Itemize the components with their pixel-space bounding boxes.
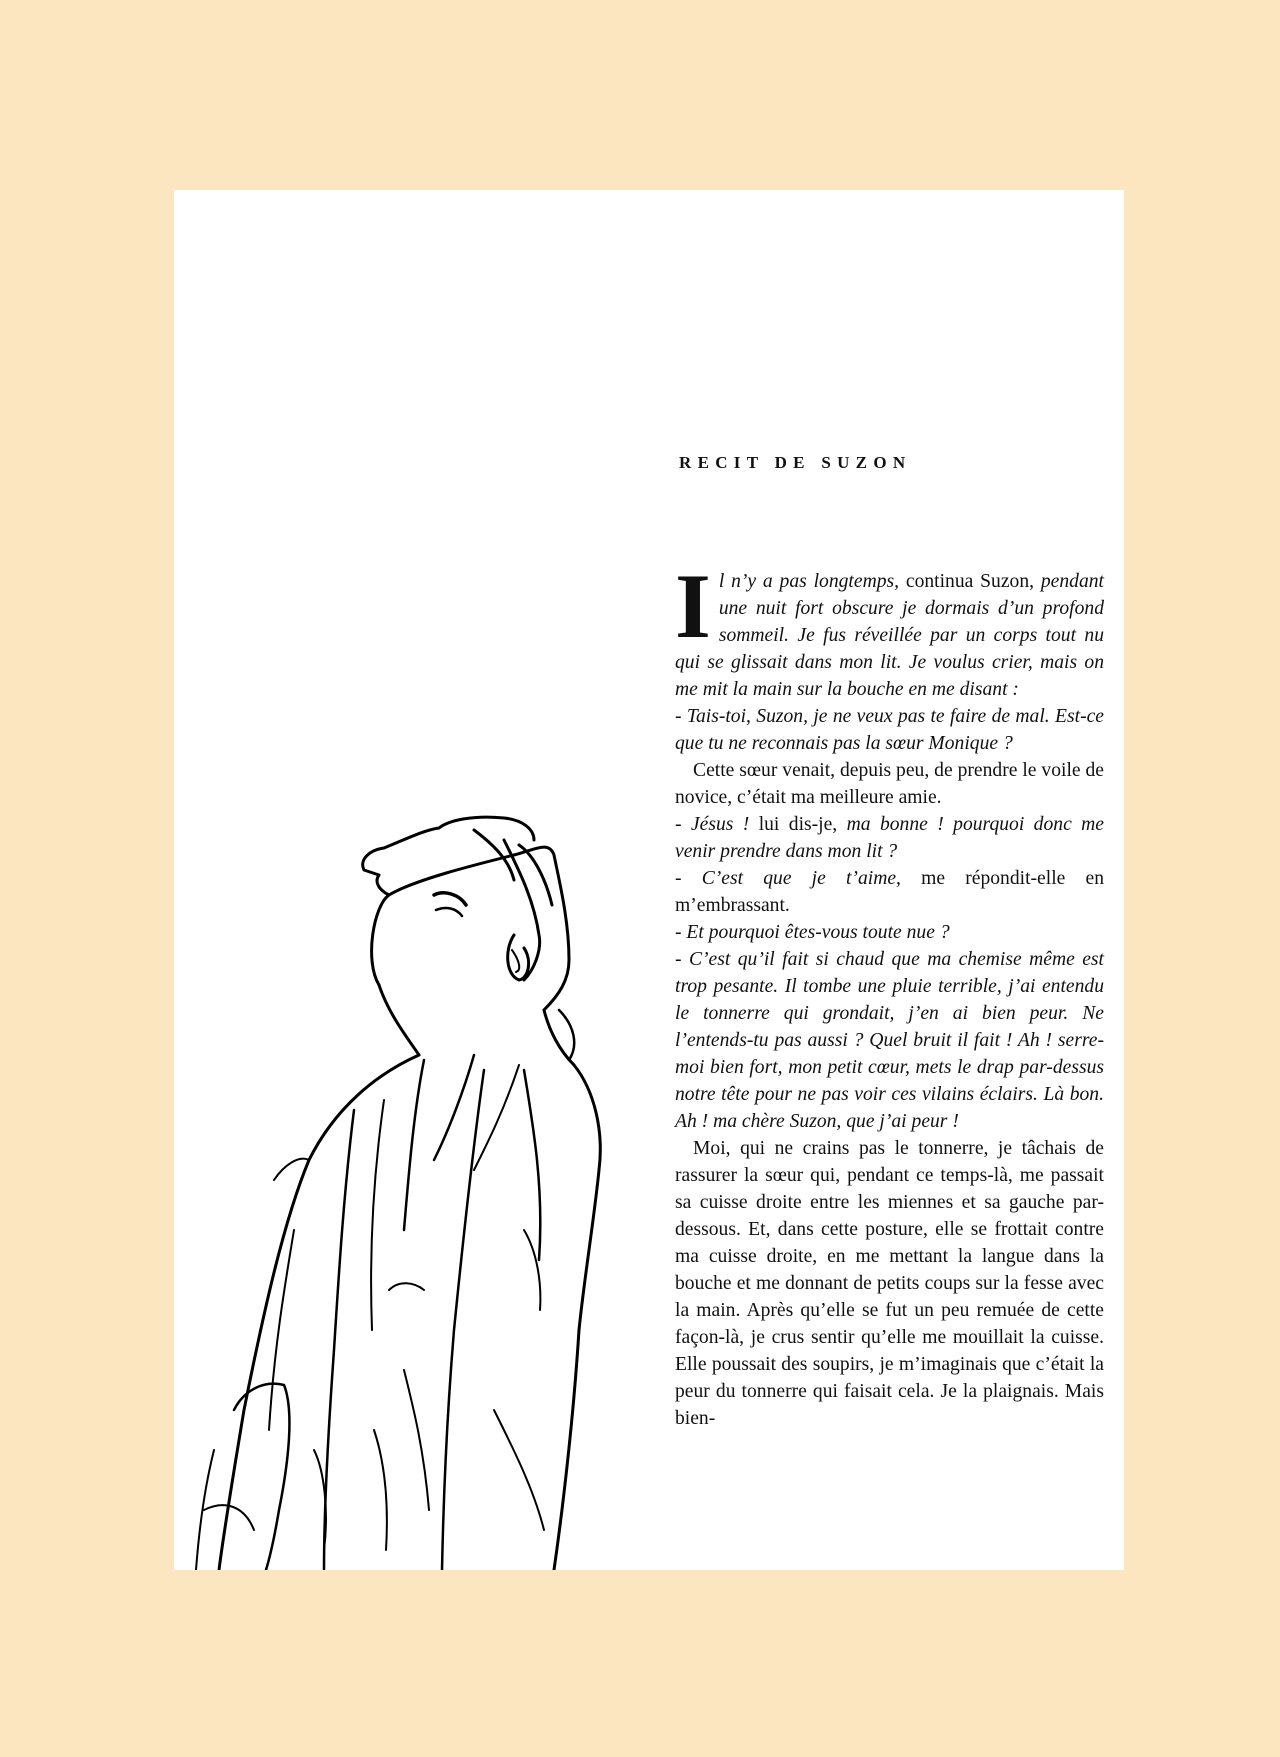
paragraph (675, 703, 1104, 757)
italic-text-run: - Et pourquoi êtes-vous toute nue ? (675, 922, 950, 943)
chapter-title: RECIT DE SUZON (679, 453, 912, 472)
paragraph (675, 555, 1104, 703)
paragraph (675, 865, 1104, 919)
italic-text-run: l n’y a pas longtemps, (718, 571, 900, 592)
text-run: lui dis-je, (749, 814, 847, 835)
italic-text-run: - Jésus ! (675, 814, 750, 835)
paragraph-list (675, 703, 1104, 1432)
paragraph (675, 919, 1104, 946)
italic-text-run: - C’est qu’il fait si chaud que ma chemise même est trop pesante. Il tombe une pluie terrible, j’ai entendu le tonnerre qui grondait, j’en ai bien peur. Ne l’entends-tu pas aussi ? Quel bruit il fait ! Ah ! serre-moi bien fort, mon petit cœur, mets le drap par-dessus notre tête pour ne pas voir ces vilains éclairs. Là bon. Ah ! ma chère Suzon, que j’ai peur ! (675, 949, 1104, 1132)
paragraph (675, 1135, 1104, 1432)
paragraph (675, 946, 1104, 1135)
woman-sketch-illustration (174, 810, 654, 1570)
text-run: me répondit-elle en m’embrassant. (675, 868, 1104, 916)
paragraph (675, 811, 1104, 865)
book-page (174, 190, 1124, 1570)
body-text (675, 555, 1105, 1432)
italic-text-run: - Tais-toi, Suzon, je ne veux pas te faire de mal. Est-ce que tu ne reconnais pas la sœur Monique ? (675, 706, 1104, 754)
italic-text-run: - C’est que je t’aime, (675, 868, 901, 889)
italic-text-run: pendant une nuit fort obscure je dormais d’un profond sommeil. Je fus réveillée par un corps tout nu qui se glissait dans mon lit. Je voulus crier, mais on me mit la main sur la bouche en me disant : (675, 571, 1104, 700)
text-run: Cette sœur venait, depuis peu, de prendre le voile de novice, c’était ma meilleure amie. (675, 760, 1104, 808)
paragraph (675, 757, 1104, 811)
text-run: continua Suzon, (899, 571, 1041, 592)
drop-cap: I (675, 555, 711, 657)
italic-text-run: ma bonne ! pourquoi donc me venir prendre dans mon lit ? (675, 814, 1105, 862)
text-run: Moi, qui ne crains pas le tonnerre, je tâchais de rassurer la sœur qui, pendant ce temps-là, me passait sa cuisse droite entre les miennes et sa gauche par-dessous. Et, dans cette posture, elle se frottait contre ma cuisse droite, en me mettant la langue dans la bouche et me donnant de petits coups sur la fesse avec la main. Après qu’elle se fut un peu remuée de cette façon-là, je crus sentir qu’elle me mouillait la cuisse. Elle poussait des soupirs, je m’imaginais que c’était la peur du tonnerre qui faisait cela. Je la plaignais. Mais bien- (675, 1138, 1104, 1429)
